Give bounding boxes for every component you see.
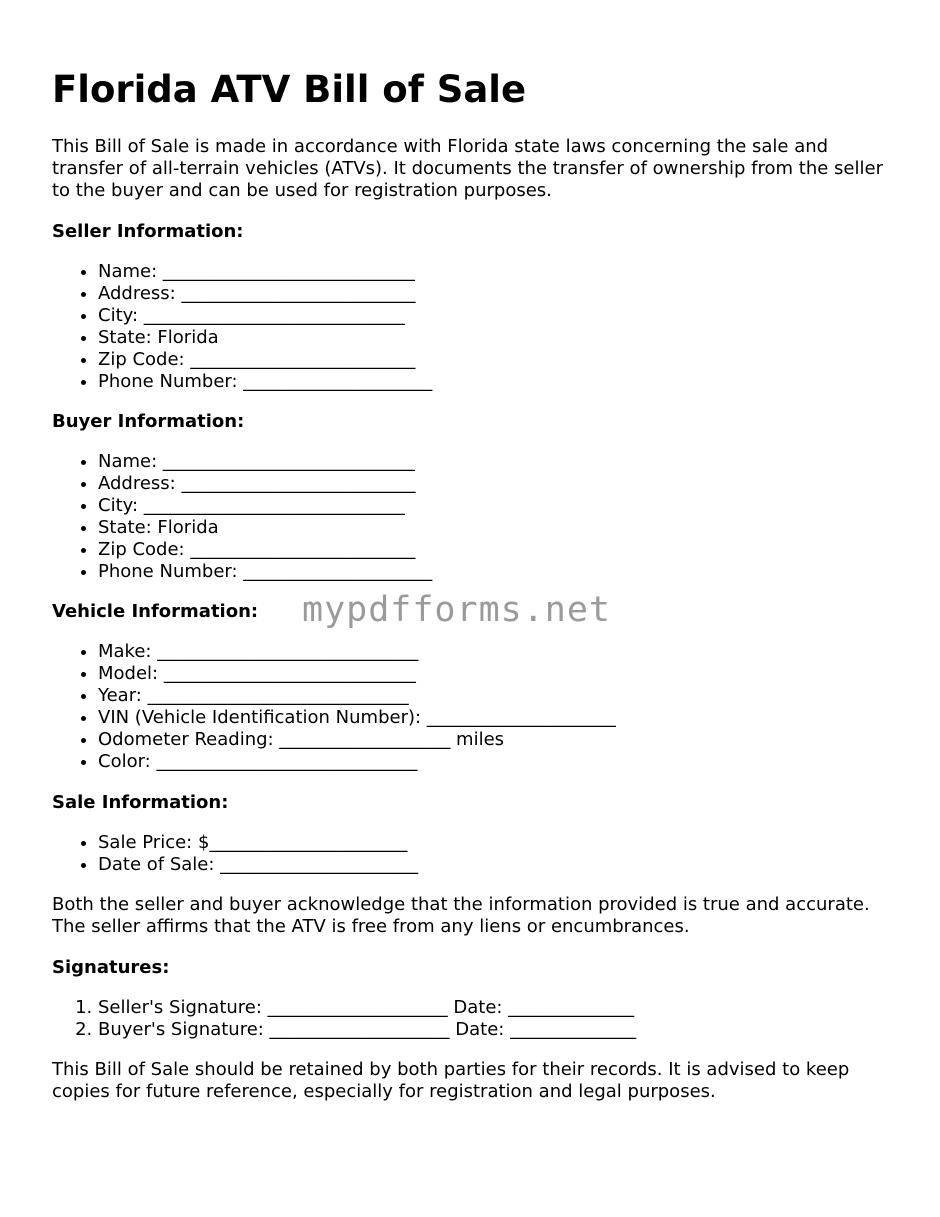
seller-zip-field: • Zip Code: _________________________ xyxy=(98,349,432,371)
watermark-text: mypdfforms.net xyxy=(302,590,612,630)
vehicle-model-field: • Model: ____________________________ xyxy=(98,663,616,685)
signatures-list xyxy=(52,997,636,1041)
vehicle-list xyxy=(52,641,616,773)
seller-phone-field: • Phone Number: _____________________ xyxy=(98,371,432,393)
buyer-signature-field: 2. Buyer's Signature: ____________________ Date: ______________ xyxy=(98,1019,636,1041)
seller-address-field: • Address: __________________________ xyxy=(98,283,432,305)
acknowledgment-paragraph: Both the seller and buyer acknowledge that the information provided is true and accurate. The seller affirms that the ATV is free from any liens or encumbrances. xyxy=(52,894,870,937)
signatures-heading: Signatures: xyxy=(52,957,170,978)
buyer-name-field: • Name: ____________________________ xyxy=(98,451,432,473)
buyer-state-field: • State: Florida xyxy=(98,517,432,539)
seller-state-field: • State: Florida xyxy=(98,327,432,349)
vehicle-color-field: • Color: _____________________________ xyxy=(98,751,616,773)
sale-list xyxy=(52,832,418,876)
sale-date-field: • Date of Sale: ______________________ xyxy=(98,854,418,876)
buyer-phone-field: • Phone Number: _____________________ xyxy=(98,561,432,583)
seller-heading: Seller Information: xyxy=(52,221,244,242)
buyer-heading: Buyer Information: xyxy=(52,411,245,432)
sale-heading: Sale Information: xyxy=(52,792,229,813)
sale-price-field: • Sale Price: $______________________ xyxy=(98,832,418,854)
buyer-zip-field: • Zip Code: _________________________ xyxy=(98,539,432,561)
vehicle-odometer-field: • Odometer Reading: ___________________ miles xyxy=(98,729,616,751)
buyer-list xyxy=(52,451,432,583)
intro-paragraph: This Bill of Sale is made in accordance with Florida state laws concerning the sale and transfer of all-terrain vehicles (ATVs). It documents the transfer of ownership from the seller to the buyer and can be used for registration purposes. xyxy=(52,136,883,201)
vehicle-heading: Vehicle Information: xyxy=(52,601,259,622)
seller-list xyxy=(52,261,432,393)
seller-name-field: • Name: ____________________________ xyxy=(98,261,432,283)
vehicle-make-field: • Make: _____________________________ xyxy=(98,641,616,663)
buyer-address-field: • Address: __________________________ xyxy=(98,473,432,495)
closing-paragraph: This Bill of Sale should be retained by both parties for their records. It is advised to keep copies for future reference, especially for registration and legal purposes. xyxy=(52,1059,850,1102)
document-title: Florida ATV Bill of Sale xyxy=(52,68,527,111)
buyer-city-field: • City: _____________________________ xyxy=(98,495,432,517)
seller-city-field: • City: _____________________________ xyxy=(98,305,432,327)
seller-signature-field: 1. Seller's Signature: ____________________ Date: ______________ xyxy=(98,997,636,1019)
vehicle-year-field: • Year: _____________________________ xyxy=(98,685,616,707)
vehicle-vin-field: • VIN (Vehicle Identification Number): _____________________ xyxy=(98,707,616,729)
